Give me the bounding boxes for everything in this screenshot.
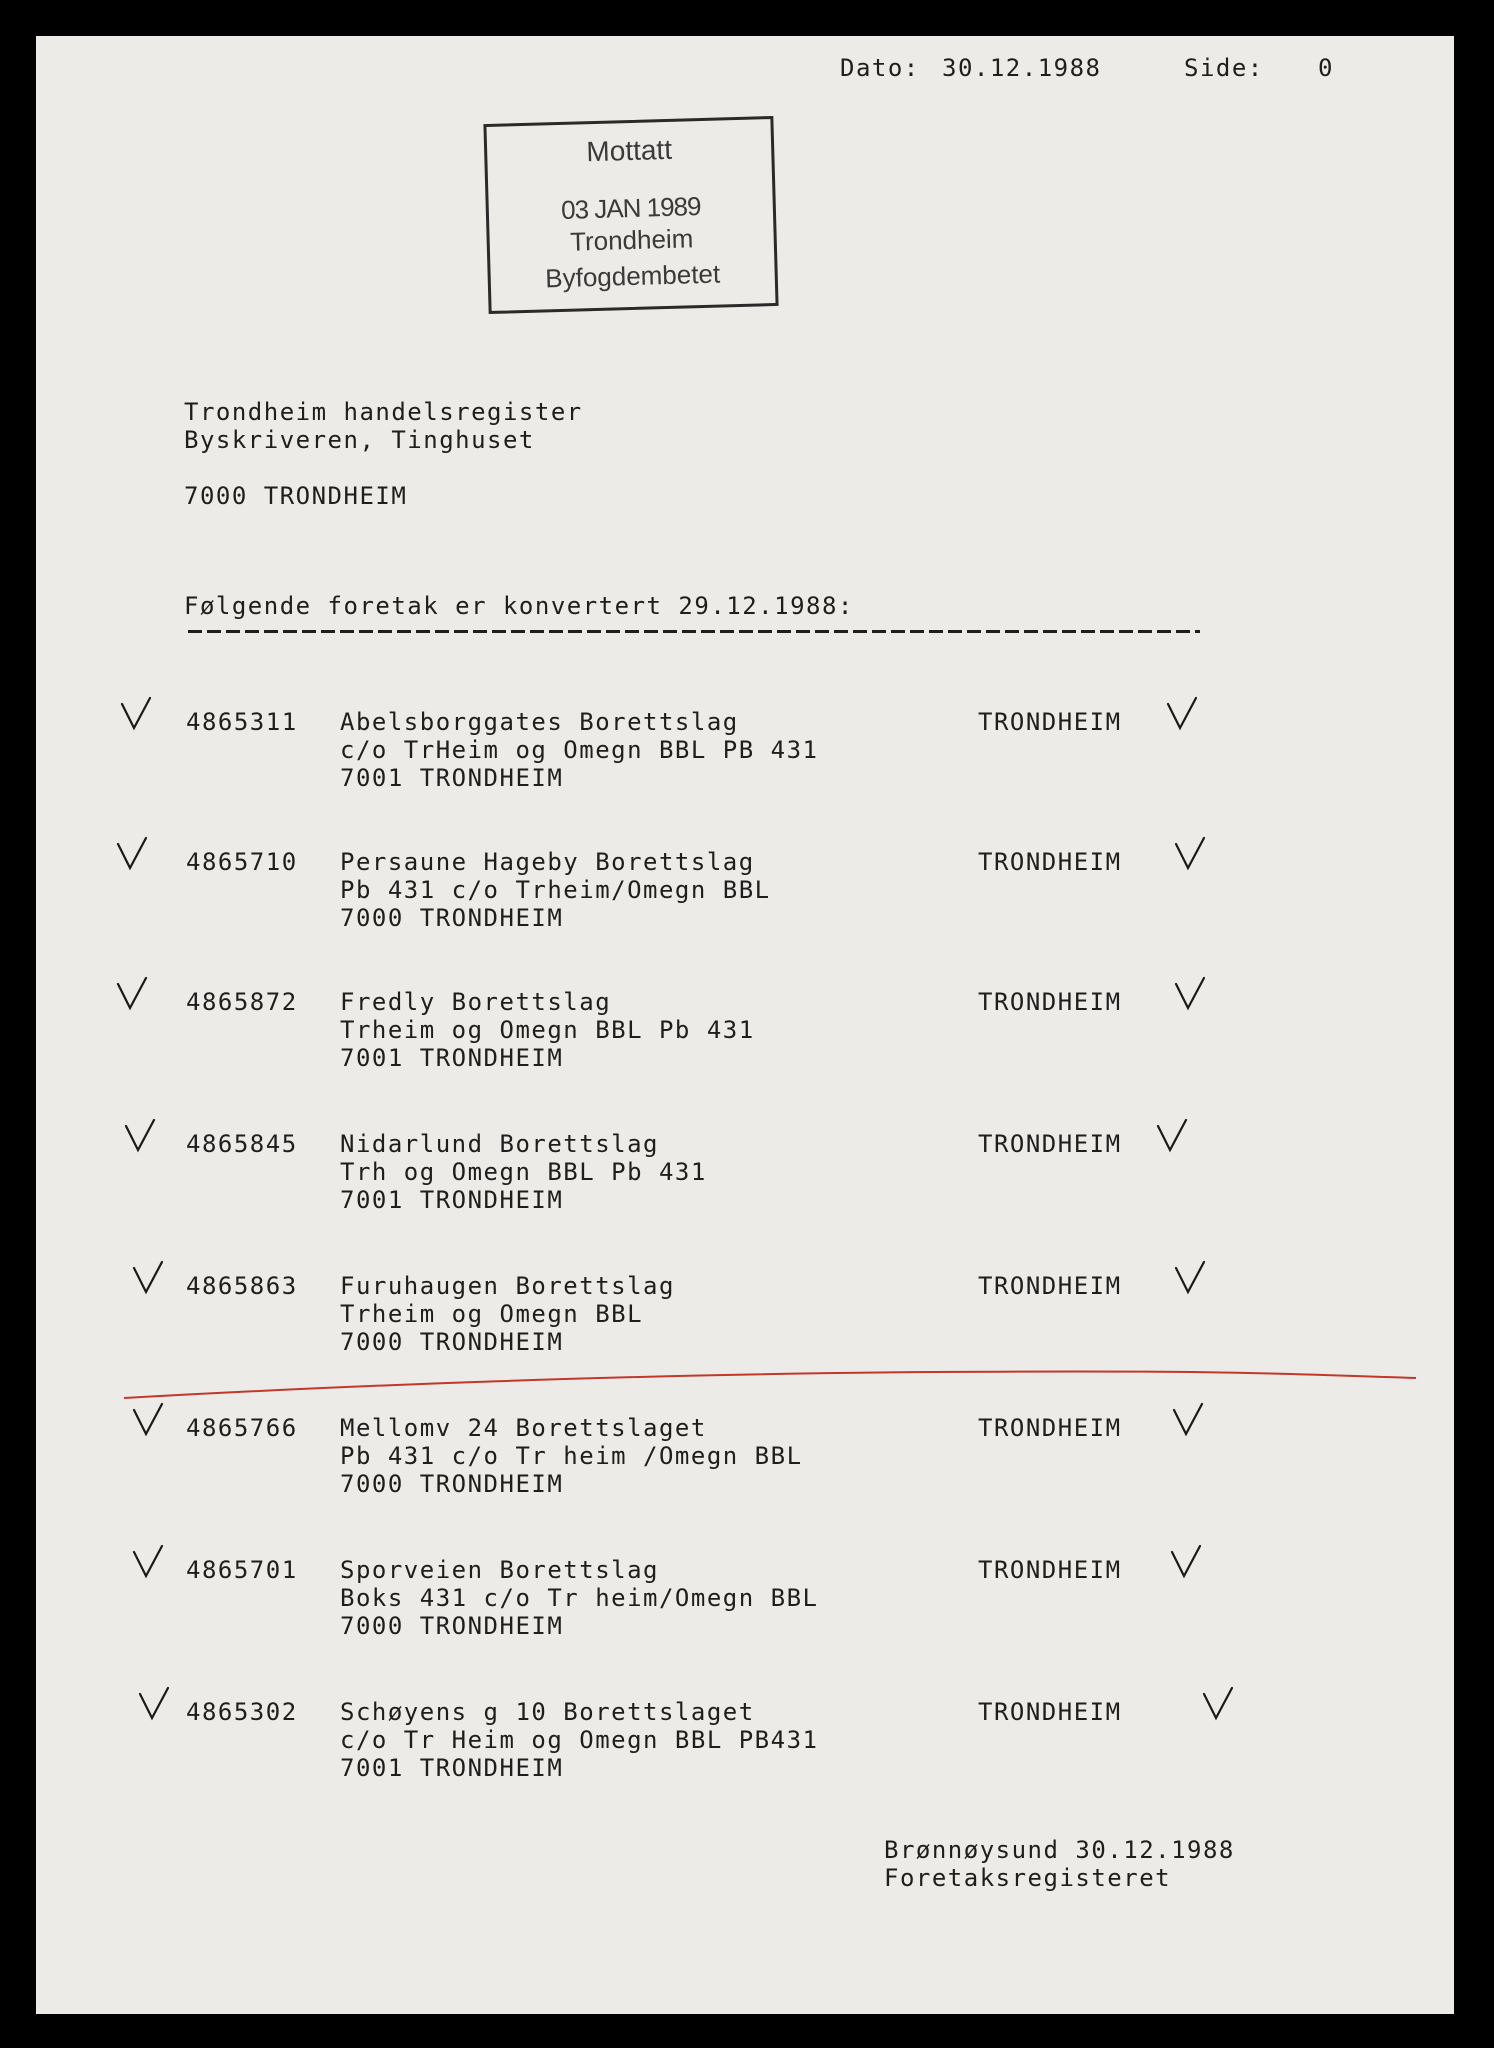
entry-address-1: c/o Tr Heim og Omegn BBL PB431 [340, 1726, 819, 1754]
address-line-3: 7000 TRONDHEIM [184, 482, 408, 510]
date-value: 30.12.1988 [942, 54, 1102, 82]
entry-address-2: 7000 TRONDHEIM [340, 1470, 564, 1498]
entry-name: Furuhaugen Borettslag [340, 1272, 675, 1300]
entry-address-2: 7000 TRONDHEIM [340, 904, 564, 932]
entry-address-2: 7000 TRONDHEIM [340, 1328, 564, 1356]
entry-city: TRONDHEIM [978, 848, 1122, 876]
entry-address-1: Trh og Omegn BBL Pb 431 [340, 1158, 707, 1186]
document-page [36, 36, 1454, 2014]
entry-address-1: Trheim og Omegn BBL Pb 431 [340, 1016, 755, 1044]
entry-number: 4865872 [186, 988, 298, 1016]
entry-number: 4865701 [186, 1556, 298, 1584]
entry-city: TRONDHEIM [978, 1698, 1122, 1726]
entry-number: 4865845 [186, 1130, 298, 1158]
entry-city: TRONDHEIM [978, 708, 1122, 736]
entry-city: TRONDHEIM [978, 1556, 1122, 1584]
entry-address-2: 7001 TRONDHEIM [340, 1754, 564, 1782]
stamp-line-3: Trondheim [569, 223, 694, 257]
stamp-line-4: Byfogdembetet [544, 258, 721, 294]
entry-name: Fredly Borettslag [340, 988, 612, 1016]
entry-address-1: Boks 431 c/o Tr heim/Omegn BBL [340, 1584, 819, 1612]
stamp-line-1: Mottatt [585, 133, 673, 168]
entry-name: Nidarlund Borettslag [340, 1130, 659, 1158]
entry-address-1: Trheim og Omegn BBL [340, 1300, 644, 1328]
entry-name: Abelsborggates Borettslag [340, 708, 739, 736]
footer-line-2: Foretaksregisteret [884, 1864, 1172, 1892]
entry-number: 4865311 [186, 708, 298, 736]
page-label: Side: [1184, 54, 1264, 82]
entry-city: TRONDHEIM [978, 988, 1122, 1016]
footer-line-1: Brønnøysund 30.12.1988 [884, 1836, 1235, 1864]
entry-city: TRONDHEIM [978, 1414, 1122, 1442]
entry-name: Sporveien Borettslag [340, 1556, 659, 1584]
entry-city: TRONDHEIM [978, 1130, 1122, 1158]
entry-name: Mellomv 24 Borettslaget [340, 1414, 707, 1442]
page-value: 0 [1318, 54, 1334, 82]
entry-address-2: 7000 TRONDHEIM [340, 1612, 564, 1640]
date-label: Dato: [840, 54, 920, 82]
entry-city: TRONDHEIM [978, 1272, 1122, 1300]
entry-number: 4865766 [186, 1414, 298, 1442]
address-line-2: Byskriveren, Tinghuset [184, 426, 535, 454]
entry-number: 4865863 [186, 1272, 298, 1300]
entry-address-2: 7001 TRONDHEIM [340, 764, 564, 792]
entry-name: Schøyens g 10 Borettslaget [340, 1698, 755, 1726]
intro-text: Følgende foretak er konvertert 29.12.1988: [184, 592, 854, 620]
entry-name: Persaune Hageby Borettslag [340, 848, 755, 876]
address-line-1: Trondheim handelsregister [184, 398, 583, 426]
entry-number: 4865710 [186, 848, 298, 876]
red-pen-line [36, 36, 1454, 2014]
stamp-line-2: 03 JAN 1989 [560, 191, 701, 225]
entry-address-1: c/o TrHeim og Omegn BBL PB 431 [340, 736, 819, 764]
entry-address-1: Pb 431 c/o Tr heim /Omegn BBL [340, 1442, 803, 1470]
entry-address-1: Pb 431 c/o Trheim/Omegn BBL [340, 876, 771, 904]
entry-number: 4865302 [186, 1698, 298, 1726]
entry-address-2: 7001 TRONDHEIM [340, 1186, 564, 1214]
entry-address-2: 7001 TRONDHEIM [340, 1044, 564, 1072]
